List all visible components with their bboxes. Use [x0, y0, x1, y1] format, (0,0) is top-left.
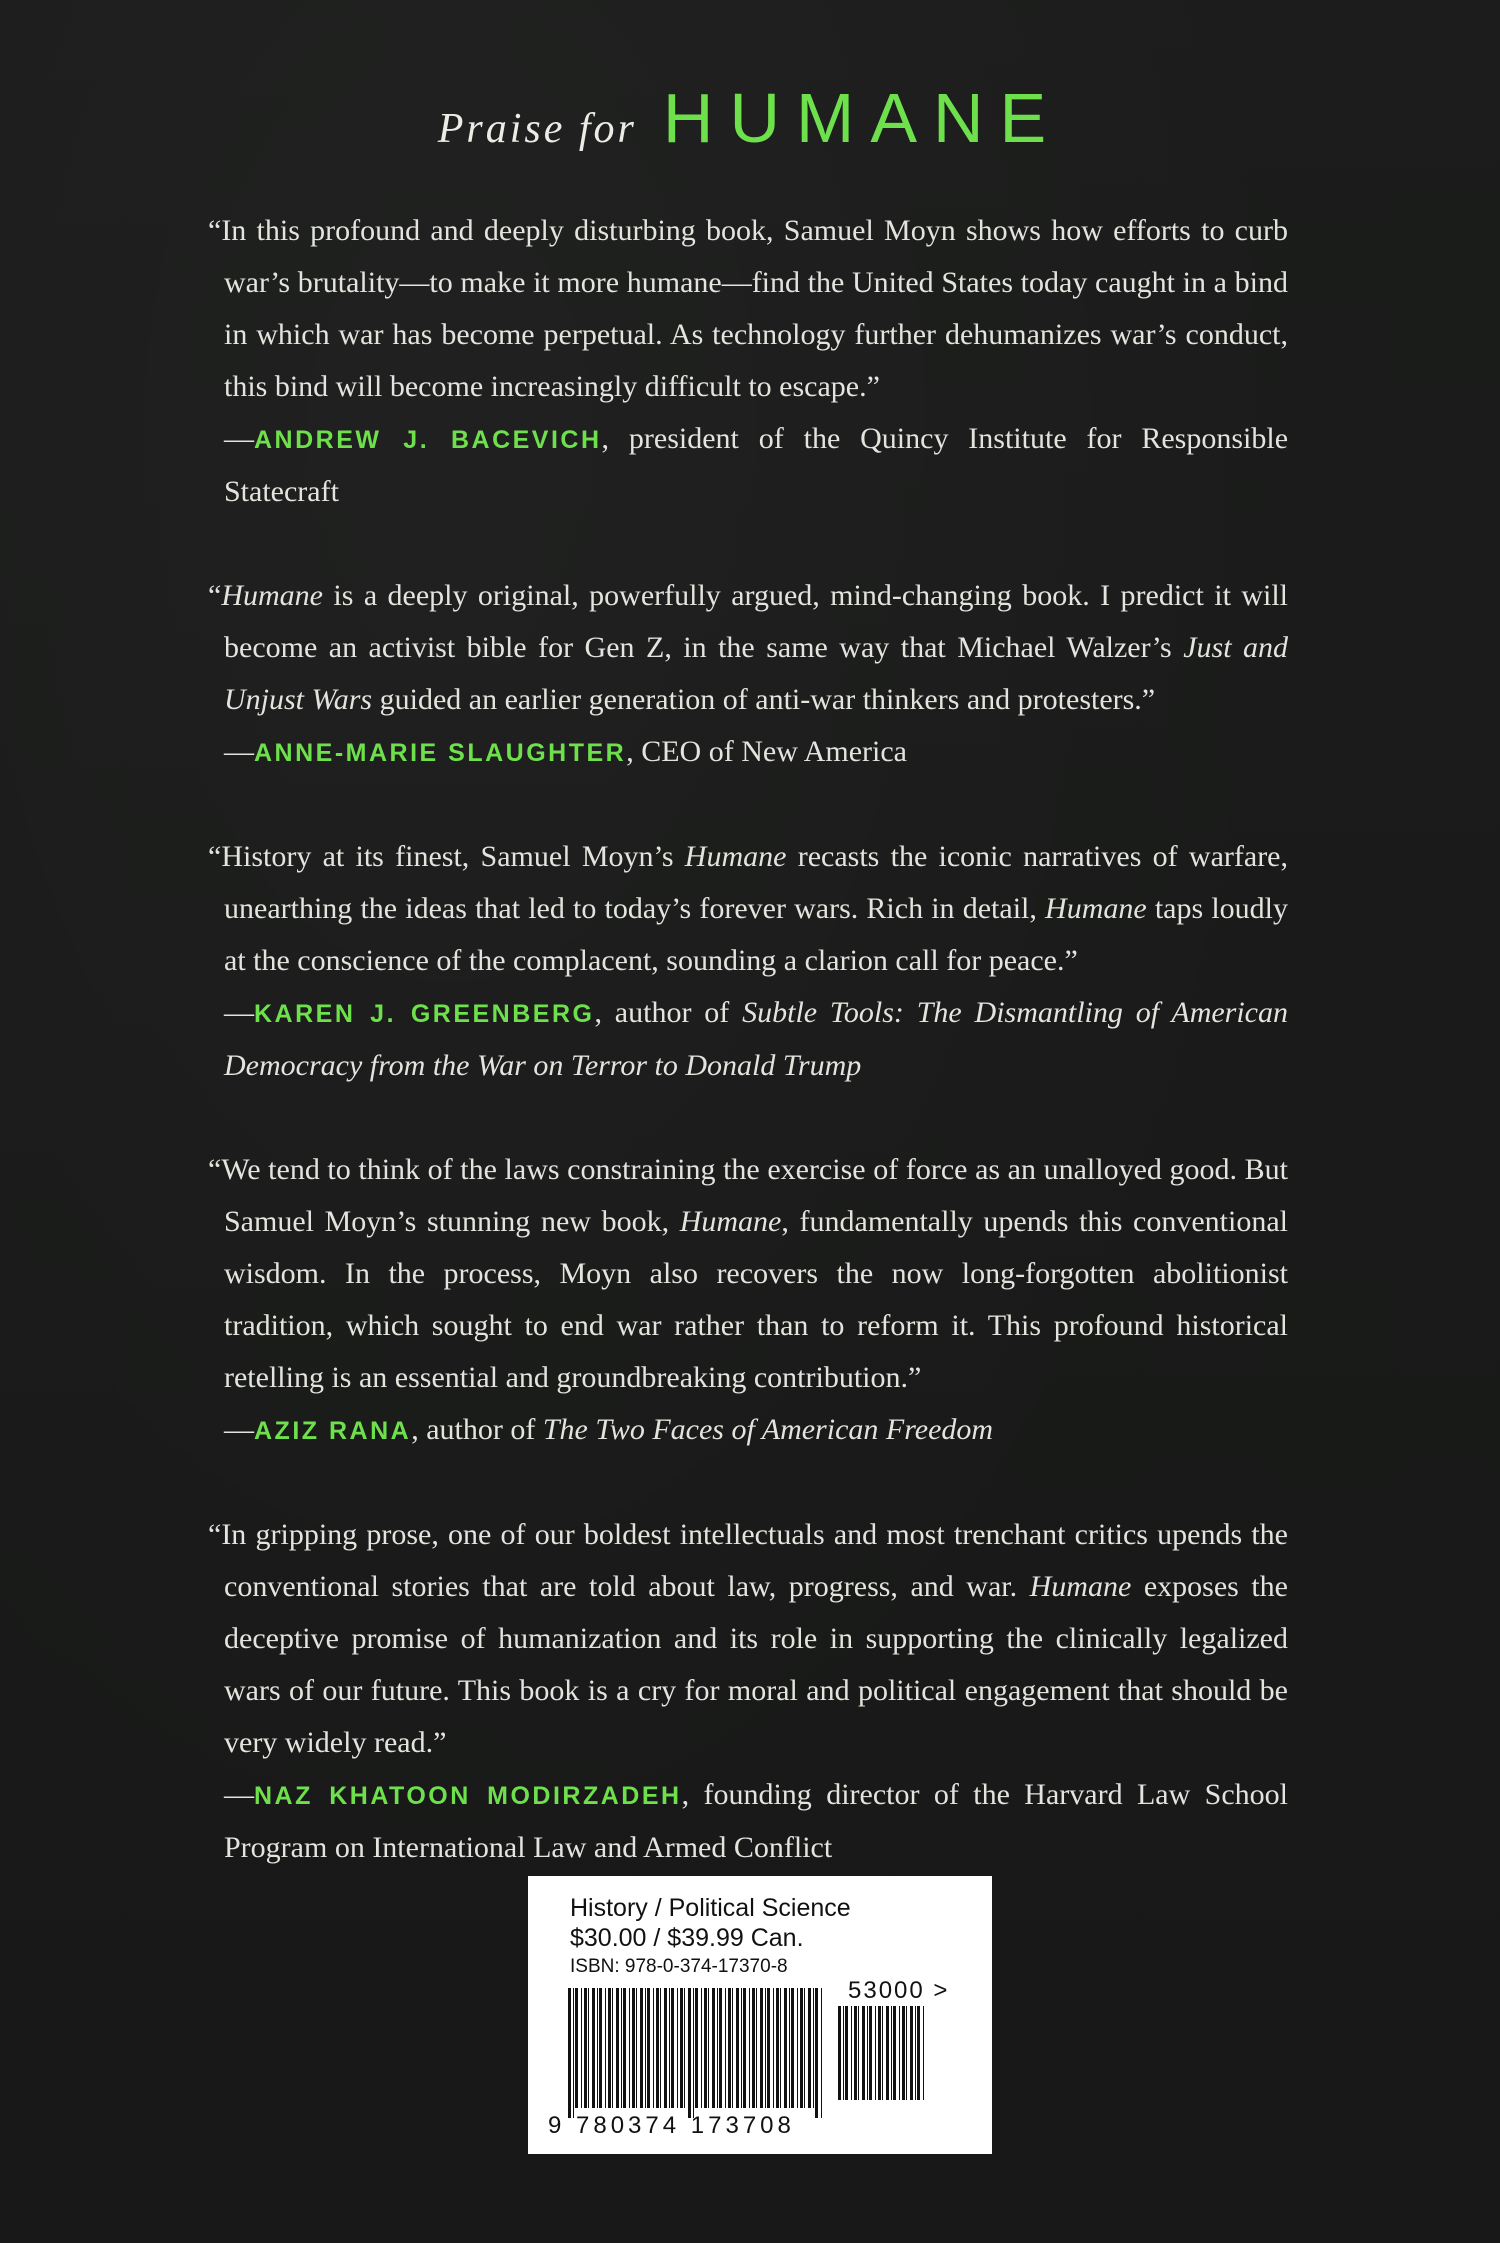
- blurb-quote: [208, 570, 1288, 726]
- barcode-bar: [869, 2006, 872, 2100]
- barcode-bar: [688, 1988, 691, 2118]
- barcode-bar: [636, 1988, 637, 2108]
- barcode-bar: [717, 1988, 718, 2108]
- barcode-bar: [677, 1988, 678, 2108]
- blurb-quote: [208, 831, 1288, 987]
- barcode-digits: 9 780374 173708: [548, 2112, 795, 2139]
- barcode-label: [528, 1876, 992, 2154]
- barcode-bar: [680, 1988, 683, 2108]
- barcode-bar: [701, 1988, 702, 2108]
- barcode-bar: [862, 2006, 865, 2100]
- quote-text: “: [208, 579, 222, 612]
- barcode-bar: [893, 2006, 896, 2100]
- barcode-bar: [776, 1988, 779, 2108]
- barcode-bar: [843, 2006, 844, 2100]
- barcode-bar: [653, 1988, 654, 2108]
- isbn-barcode-graphic: [566, 1988, 828, 2118]
- blurb-author-affiliation: , founding director of the Harvard Law School Program on International Law and Armed Conflict: [224, 1778, 1289, 1864]
- barcode-bar: [695, 1988, 698, 2108]
- quote-title-italic: Humane: [684, 840, 787, 873]
- blurb-attribution: [208, 726, 1288, 779]
- barcode-bar: [647, 1988, 650, 2108]
- book-title: HUMANE: [662, 79, 1063, 157]
- attribution-dash: —: [224, 1413, 254, 1446]
- barcode-bar: [915, 2006, 916, 2100]
- barcode-bar: [736, 1988, 739, 2108]
- barcode-bar: [767, 1988, 770, 2108]
- blurb-attribution: [208, 987, 1288, 1092]
- barcode-bar: [704, 1988, 707, 2108]
- quote-text: “History at its finest, Samuel Moyn’s: [208, 840, 685, 873]
- barcode-bar: [804, 1988, 805, 2108]
- barcode-bar: [728, 1988, 731, 2108]
- blurb-author-work: The Two Faces of American Freedom: [542, 1413, 994, 1446]
- barcode-bar: [684, 1988, 685, 2108]
- blurb-author-name: KAREN J. GREENBERG: [254, 1000, 595, 1028]
- barcode-bar: [875, 2006, 876, 2100]
- barcode-bar: [854, 2006, 857, 2100]
- barcode-bar: [719, 1988, 722, 2108]
- barcode-bar: [660, 1988, 661, 2108]
- barcode-bar: [789, 1988, 790, 2108]
- barcode-bar: [693, 1988, 694, 2118]
- quote-text: recasts the iconic narratives of warfare, unearthing the ideas that led to today’s forever wars. Rich in detail,: [224, 840, 1288, 925]
- blurb-author-name: AZIZ RANA: [254, 1417, 412, 1445]
- barcode-bar: [599, 1988, 602, 2108]
- barcode-bar: [573, 1988, 574, 2118]
- barcode-bar: [791, 1988, 794, 2108]
- barcode-bar: [640, 1988, 643, 2108]
- blurb-list: [208, 205, 1288, 1926]
- blurb-author-work: Subtle Tools: The Dismantling of American Democracy from the War on Terror to Donald Trump: [224, 996, 1288, 1082]
- blurb-author-name: ANDREW J. BACEVICH: [254, 426, 602, 454]
- barcode-bar: [886, 2006, 889, 2100]
- barcode-bar: [605, 1988, 606, 2108]
- blurb-attribution: [208, 1404, 1288, 1457]
- barcode-bar: [656, 1988, 659, 2108]
- barcode-bar: [712, 1988, 715, 2108]
- barcode-bar: [917, 2006, 920, 2100]
- quote-text: , fundamentally upends this conventional wisdom. In the process, Moyn also recovers the now long-forgotten abolitionist tradition, which sought to end war rather than to reform it. This profound historical retelling is an essential and groundbreaking contribution.”: [224, 1205, 1289, 1394]
- barcode-bar: [899, 2006, 900, 2100]
- quote-title-italic: Humane: [1045, 892, 1147, 925]
- barcode-bar: [584, 1988, 587, 2108]
- barcode-bar: [612, 1988, 613, 2108]
- barcode-bar: [752, 1988, 755, 2108]
- barcode-bar: [821, 1988, 822, 2118]
- blurb-quote: “In this profound and deeply disturbing book, Samuel Moyn shows how efforts to curb war’s brutality—to make it more humane—find the United States today caught in a bind in which war has become perpetual. As technology further dehumanizes war’s conduct, this bind will become increasingly difficult to escape.”: [208, 214, 1288, 403]
- blurb: [208, 205, 1288, 518]
- barcode-bar: [616, 1988, 619, 2108]
- blurb-author-name: ANNE-MARIE SLAUGHTER: [254, 739, 627, 767]
- barcode-bar: [808, 1988, 811, 2108]
- quote-title-italic: Humane: [1029, 1570, 1132, 1603]
- praise-for-label: Praise for: [437, 106, 637, 152]
- barcode-bar: [664, 1988, 667, 2108]
- barcode-bar: [780, 1988, 781, 2108]
- barcode-bar: [588, 1988, 589, 2108]
- attribution-dash: —: [224, 996, 254, 1029]
- quote-text: taps loudly at the conscience of the complacent, sounding a clarion call for peace.”: [224, 892, 1289, 977]
- barcode-bar: [645, 1988, 646, 2108]
- barcode-bar: [851, 2006, 852, 2100]
- attribution-dash: —: [224, 1778, 254, 1811]
- barcode-bar: [632, 1988, 635, 2108]
- barcode-bar: [760, 1988, 763, 2108]
- quote-title-italic: Humane: [221, 579, 323, 612]
- blurb-attribution: [208, 1769, 1288, 1874]
- attribution-dash: —: [224, 735, 254, 768]
- barcode-bar: [581, 1988, 582, 2108]
- barcode-bar: [800, 1988, 803, 2108]
- barcode-bar: [568, 1988, 571, 2118]
- quote-text: exposes the deceptive promise of humanization and its role in supporting the clinically legalized wars of our future. This book is a cry for moral and political engagement that should be very widely read.”: [224, 1570, 1288, 1759]
- barcode-bar: [629, 1988, 630, 2108]
- barcode-bar: [923, 2006, 924, 2100]
- barcode-category: History / Political Science: [570, 1894, 851, 1922]
- barcode-addon-number: 53000 >: [848, 1977, 950, 2004]
- barcode-bar: [743, 1988, 746, 2108]
- barcode-bar: [592, 1988, 595, 2108]
- barcode-bar: [845, 2006, 848, 2100]
- barcode-bar: [858, 2006, 859, 2100]
- barcode-bar: [671, 1988, 674, 2108]
- barcode-bar: [882, 2006, 883, 2100]
- blurb-author-affiliation: , CEO of New America: [626, 735, 907, 768]
- barcode-price: $30.00 / $39.99 Can.: [570, 1924, 804, 1952]
- attribution-dash: —: [224, 422, 254, 455]
- barcode-bar: [878, 2006, 881, 2100]
- blurb: [208, 570, 1288, 779]
- barcode-bar: [597, 1988, 598, 2108]
- quote-text: “In gripping prose, one of our boldest intellectuals and most trenchant critics upends the conventional stories that are told about law, progress, and war.: [208, 1518, 1288, 1603]
- barcode-bar: [608, 1988, 611, 2108]
- quote-text: guided an earlier generation of anti-war thinkers and protesters.”: [372, 683, 1156, 716]
- barcode-bar: [765, 1988, 766, 2108]
- barcode-bar: [838, 2006, 841, 2100]
- quote-text: “We tend to think of the laws constraining the exercise of force as an unalloyed good. But Samuel Moyn’s stunning new book,: [208, 1153, 1288, 1238]
- blurb-author-affiliation: , president of the Quincy Institute for Responsible Statecraft: [224, 422, 1289, 508]
- addon-barcode-graphic: [836, 2006, 928, 2110]
- blurb: [208, 1509, 1288, 1874]
- barcode-bar: [784, 1988, 787, 2108]
- blurb: [208, 831, 1288, 1092]
- barcode-bar: [815, 1988, 818, 2118]
- blurb-attribution: [208, 413, 1288, 518]
- quote-text: is a deeply original, powerfully argued, mind-changing book. I predict it will become an activist bible for Gen Z, in the same way that Michael Walzer’s: [224, 579, 1288, 664]
- barcode-bar: [621, 1988, 622, 2108]
- barcode-bar: [867, 2006, 868, 2100]
- quote-title-italic: Just and Unjust Wars: [224, 631, 1288, 716]
- barcode-bar: [910, 2006, 913, 2100]
- barcode-bar: [797, 1988, 798, 2108]
- barcode-bar: [708, 1988, 709, 2108]
- barcode-bar: [756, 1988, 757, 2108]
- barcode-bar: [725, 1988, 726, 2108]
- barcode-bar: [749, 1988, 750, 2108]
- barcode-bar: [732, 1988, 733, 2108]
- barcode-bar: [773, 1988, 774, 2108]
- barcode-bar: [891, 2006, 892, 2100]
- blurb-quote: [208, 1509, 1288, 1769]
- blurb-author-affiliation: , author of: [594, 996, 743, 1029]
- praise-header: [0, 78, 1500, 158]
- barcode-bar: [813, 1988, 814, 2108]
- barcode-bar: [741, 1988, 742, 2108]
- blurb-author-affiliation: , author of: [411, 1413, 543, 1446]
- barcode-bar: [575, 1988, 578, 2108]
- barcode-bar: [669, 1988, 670, 2108]
- barcode-bar: [906, 2006, 907, 2100]
- blurb: [208, 1144, 1288, 1457]
- barcode-isbn: ISBN: 978-0-374-17370-8: [570, 1956, 788, 1977]
- barcode-bar: [623, 1988, 626, 2108]
- blurb-author-name: NAZ KHATOON MODIRZADEH: [254, 1782, 682, 1810]
- blurb-quote: [208, 1144, 1288, 1404]
- barcode-bar: [902, 2006, 905, 2100]
- quote-title-italic: Humane: [679, 1205, 782, 1238]
